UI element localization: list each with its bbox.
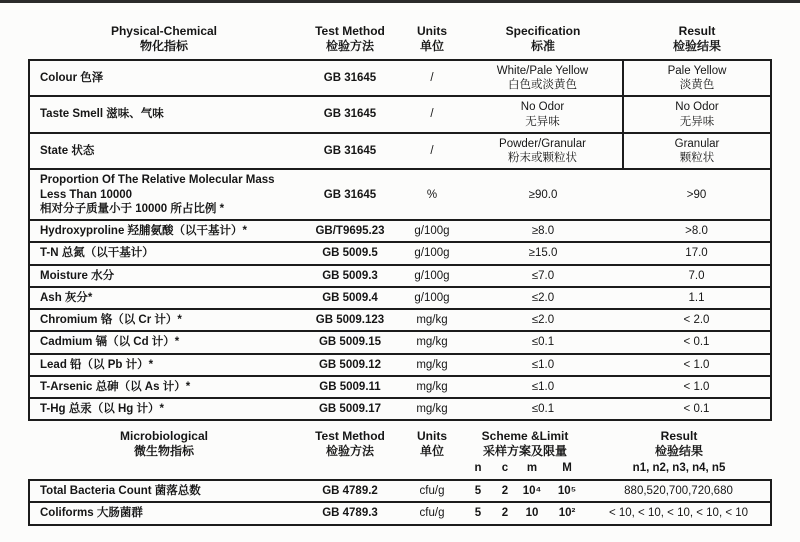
col-header-test-method-zh: 检验方法: [325, 38, 374, 53]
col-header-micro-units-en: Units: [417, 429, 447, 444]
col-header-micro-test-method: [299, 421, 401, 480]
physical-chemical-table: [28, 22, 772, 421]
col-header-micro-test-method-en: Test Method: [315, 429, 385, 444]
cell-item: Lead 铅（以 Pb 计）*: [29, 354, 299, 376]
table-row: [29, 502, 771, 524]
col-header-item: [29, 22, 299, 60]
table-row: [29, 354, 771, 376]
cell-M: 10²: [547, 502, 587, 524]
table-row: [29, 287, 771, 309]
cell-c: 2: [493, 502, 517, 524]
cell-result: >90: [623, 169, 771, 220]
cell-test-method: GB 5009.123: [299, 309, 401, 331]
cell-specification: No Odor 无异味: [463, 96, 623, 133]
table-row: [29, 265, 771, 287]
cell-result: < 0.1: [623, 331, 771, 353]
cell-test-method: GB 5009.4: [299, 287, 401, 309]
cell-result: Pale Yellow 淡黄色: [623, 60, 771, 97]
col-header-micro-item-zh: 微生物指标: [133, 444, 194, 459]
cell-result: Granular 颗粒状: [623, 133, 771, 170]
cell-n: 5: [463, 502, 493, 524]
cell-specification: ≤2.0: [463, 287, 623, 309]
col-header-result-zh: 检验结果: [672, 38, 721, 53]
cell-specification: ≤7.0: [463, 265, 623, 287]
col-header-units: [401, 22, 463, 60]
cell-item: Ash 灰分*: [29, 287, 299, 309]
cell-m: 10⁴: [517, 480, 547, 502]
physical-chemical-table-header: [29, 22, 771, 60]
cell-c: 2: [493, 480, 517, 502]
cell-units: cfu/g: [401, 480, 463, 502]
col-header-micro-result: [587, 421, 771, 461]
cell-test-method: GB/T9695.23: [299, 220, 401, 242]
col-header-specification-zh: 标准: [530, 38, 555, 53]
col-header-specification-en: Specification: [505, 24, 581, 38]
cell-units: /: [401, 133, 463, 170]
cell-specification: ≤1.0: [463, 354, 623, 376]
col-header-scheme-limit-en: Scheme &Limit: [481, 429, 569, 444]
cell-specification: ≤1.0: [463, 376, 623, 398]
cell-result: < 1.0: [623, 376, 771, 398]
cell-units: mg/kg: [401, 354, 463, 376]
col-header-result: [623, 22, 771, 60]
table-row: [29, 331, 771, 353]
cell-units: mg/kg: [401, 309, 463, 331]
cell-units: /: [401, 96, 463, 133]
col-header-result-en: Result: [678, 24, 716, 38]
cell-units: g/100g: [401, 287, 463, 309]
cell-units: /: [401, 60, 463, 97]
cell-test-method: GB 31645: [299, 133, 401, 170]
cell-test-method: GB 31645: [299, 169, 401, 220]
cell-item: Colour 色泽: [29, 60, 299, 97]
cell-test-method: GB 4789.2: [299, 480, 401, 502]
col-header-item-zh: 物化指标: [139, 38, 188, 53]
microbiological-table: [28, 421, 772, 525]
table-row: [29, 242, 771, 264]
cell-m: 10: [517, 502, 547, 524]
cell-test-method: GB 31645: [299, 60, 401, 97]
col-subheader-n: n: [474, 462, 482, 474]
col-header-units-zh: 单位: [419, 38, 444, 53]
cell-test-method: GB 5009.17: [299, 398, 401, 420]
cell-item: Total Bacteria Count 菌落总数: [29, 480, 299, 502]
col-header-micro-item: [29, 421, 299, 480]
cell-result: >8.0: [623, 220, 771, 242]
table-row: [29, 96, 771, 133]
cell-units: mg/kg: [401, 376, 463, 398]
cell-result: 7.0: [623, 265, 771, 287]
cell-result-values: < 10, < 10, < 10, < 10, < 10: [587, 502, 771, 524]
col-header-scheme-limit-zh: 采样方案及限量: [483, 444, 568, 459]
scan-edge-artifact: [0, 0, 800, 3]
cell-test-method: GB 31645: [299, 96, 401, 133]
table-row: [29, 220, 771, 242]
cell-test-method: GB 4789.3: [299, 502, 401, 524]
col-header-micro-units-zh: 单位: [419, 444, 444, 459]
cell-item: T-Hg 总汞（以 Hg 计）*: [29, 398, 299, 420]
cell-specification: ≥90.0: [463, 169, 623, 220]
cell-units: %: [401, 169, 463, 220]
cell-units: mg/kg: [401, 331, 463, 353]
cell-item: Taste Smell 滋味、气味: [29, 96, 299, 133]
cell-result: No Odor 无异味: [623, 96, 771, 133]
cell-item: Moisture 水分: [29, 265, 299, 287]
col-header-test-method: [299, 22, 401, 60]
cell-units: mg/kg: [401, 398, 463, 420]
cell-M: 10⁵: [547, 480, 587, 502]
cell-units: cfu/g: [401, 502, 463, 524]
cell-result: 1.1: [623, 287, 771, 309]
col-header-scheme-limit: [463, 421, 587, 461]
col-header-item-en: Physical-Chemical: [110, 24, 218, 38]
cell-n: 5: [463, 480, 493, 502]
cell-result: < 1.0: [623, 354, 771, 376]
col-subheader-c: c: [501, 462, 509, 474]
microbiological-table-header: [29, 421, 771, 480]
physical-chemical-table-body: [29, 60, 771, 421]
table-row: [29, 133, 771, 170]
cell-test-method: GB 5009.5: [299, 242, 401, 264]
col-header-units-en: Units: [417, 24, 447, 38]
col-header-specification: [463, 22, 623, 60]
col-header-micro-item-en: Microbiological: [119, 429, 208, 444]
cell-item: Chromium 铬（以 Cr 计）*: [29, 309, 299, 331]
cell-specification: ≥8.0: [463, 220, 623, 242]
cell-result: < 0.1: [623, 398, 771, 420]
cell-units: g/100g: [401, 242, 463, 264]
col-subheader-result-samples: n1, n2, n3, n4, n5: [632, 462, 726, 474]
col-header-test-method-en: Test Method: [315, 24, 385, 38]
cell-result-values: 880,520,700,720,680: [587, 480, 771, 502]
cell-item: Coliforms 大肠菌群: [29, 502, 299, 524]
cell-item: State 状态: [29, 133, 299, 170]
cell-item: Hydroxyproline 羟脯氨酸（以干基计）*: [29, 220, 299, 242]
cell-specification: Powder/Granular 粉末或颗粒状: [463, 133, 623, 170]
cell-test-method: GB 5009.11: [299, 376, 401, 398]
cell-test-method: GB 5009.12: [299, 354, 401, 376]
col-subheader-m: m: [526, 462, 538, 474]
cell-specification: White/Pale Yellow 白色或淡黄色: [463, 60, 623, 97]
cell-specification: ≥15.0: [463, 242, 623, 264]
table-row: [29, 480, 771, 502]
cell-result: < 2.0: [623, 309, 771, 331]
cell-units: g/100g: [401, 265, 463, 287]
table-row: [29, 398, 771, 420]
col-header-micro-result-en: Result: [660, 429, 698, 444]
cell-specification: ≤0.1: [463, 331, 623, 353]
microbiological-table-body: [29, 480, 771, 525]
table-row: [29, 169, 771, 220]
cell-item: T-N 总氮（以干基计）: [29, 242, 299, 264]
col-header-micro-result-zh: 检验结果: [655, 444, 704, 459]
table-row: [29, 60, 771, 97]
cell-test-method: GB 5009.15: [299, 331, 401, 353]
table-row: [29, 376, 771, 398]
cell-item: Cadmium 镉（以 Cd 计）*: [29, 331, 299, 353]
cell-result: 17.0: [623, 242, 771, 264]
cell-units: g/100g: [401, 220, 463, 242]
col-header-micro-test-method-zh: 检验方法: [325, 444, 374, 459]
cell-item: Proportion Of The Relative Molecular Mass Less Than 10000 相对分子质量小于 10000 所占比例 *: [29, 169, 299, 220]
col-header-micro-units: [401, 421, 463, 480]
col-subheader-M: M: [562, 462, 572, 474]
cell-item: T-Arsenic 总砷（以 As 计）*: [29, 376, 299, 398]
cell-specification: ≤0.1: [463, 398, 623, 420]
cell-test-method: GB 5009.3: [299, 265, 401, 287]
cell-specification: ≤2.0: [463, 309, 623, 331]
table-row: [29, 309, 771, 331]
